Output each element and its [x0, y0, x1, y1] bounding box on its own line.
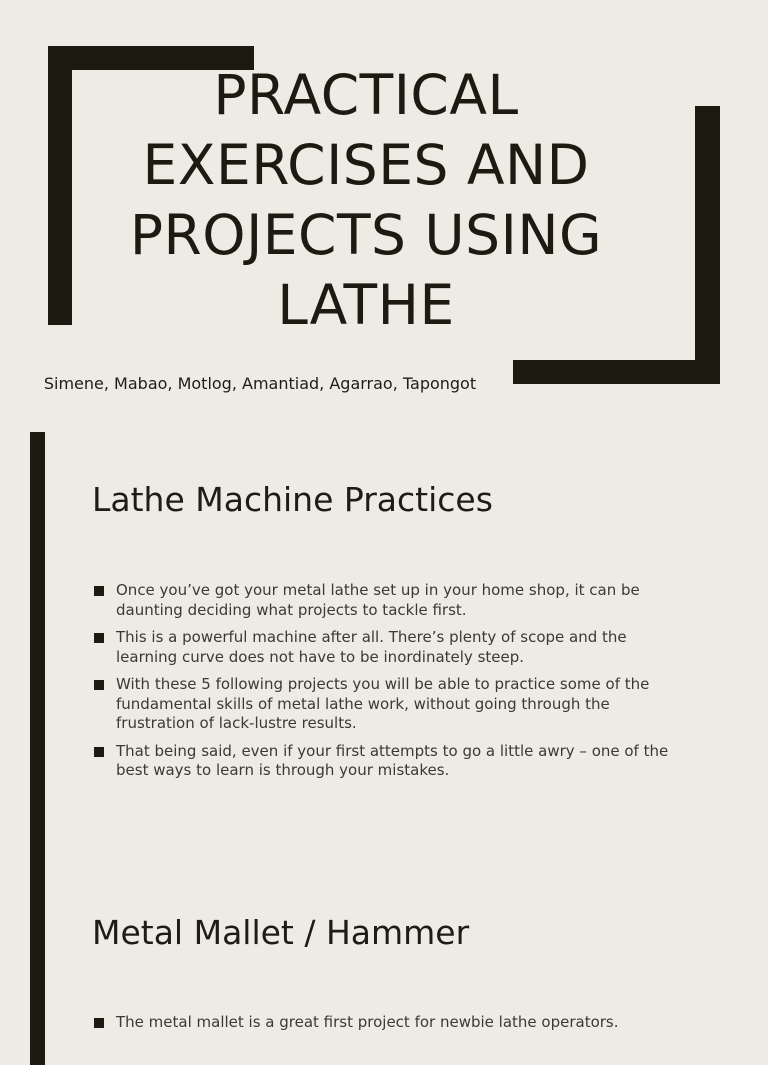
presentation-title: PRACTICAL EXERCISES AND PROJECTS USING LATHE	[129, 63, 603, 337]
bullet-text: The metal mallet is a great first project for newbie lathe operators.	[116, 1013, 619, 1031]
frame-bottom-right-vertical	[695, 106, 720, 384]
list-item	[92, 628, 692, 667]
square-bullet-icon	[94, 747, 104, 757]
list-item	[92, 1013, 692, 1033]
square-bullet-icon	[94, 633, 104, 643]
left-accent-bar	[30, 865, 45, 1065]
left-accent-bar	[30, 432, 45, 865]
list-item	[92, 675, 692, 734]
list-item	[92, 742, 692, 781]
bullet-text: This is a powerful machine after all. There’s plenty of scope and the learning curve does not have to be inordinately steep.	[116, 628, 627, 666]
metal-mallet-slide	[0, 865, 768, 1065]
frame-bottom-right-horizontal	[513, 360, 720, 384]
frame-top-left-vertical	[48, 46, 72, 325]
square-bullet-icon	[94, 586, 104, 596]
bullet-list	[92, 1013, 692, 1041]
square-bullet-icon	[94, 1018, 104, 1028]
section-heading: Lathe Machine Practices	[92, 480, 493, 519]
bullet-text: That being said, even if your first attempts to go a little awry – one of the best ways to learn is through your mistakes.	[116, 741, 669, 779]
lathe-practices-slide	[0, 432, 768, 865]
title-slide	[0, 0, 768, 432]
square-bullet-icon	[94, 680, 104, 690]
bullet-list	[92, 581, 692, 789]
section-heading: Metal Mallet / Hammer	[92, 913, 470, 952]
bullet-text: With these 5 following projects you will be able to practice some of the fundamental skills of metal lathe work, without going through the frustration of lack-lustre results.	[116, 675, 650, 732]
bullet-text: Once you’ve got your metal lathe set up in your home shop, it can be daunting deciding what projects to tackle first.	[116, 581, 640, 619]
list-item	[92, 581, 692, 620]
authors-line: Simene, Mabao, Motlog, Amantiad, Agarrao, Tapongot	[43, 374, 477, 393]
